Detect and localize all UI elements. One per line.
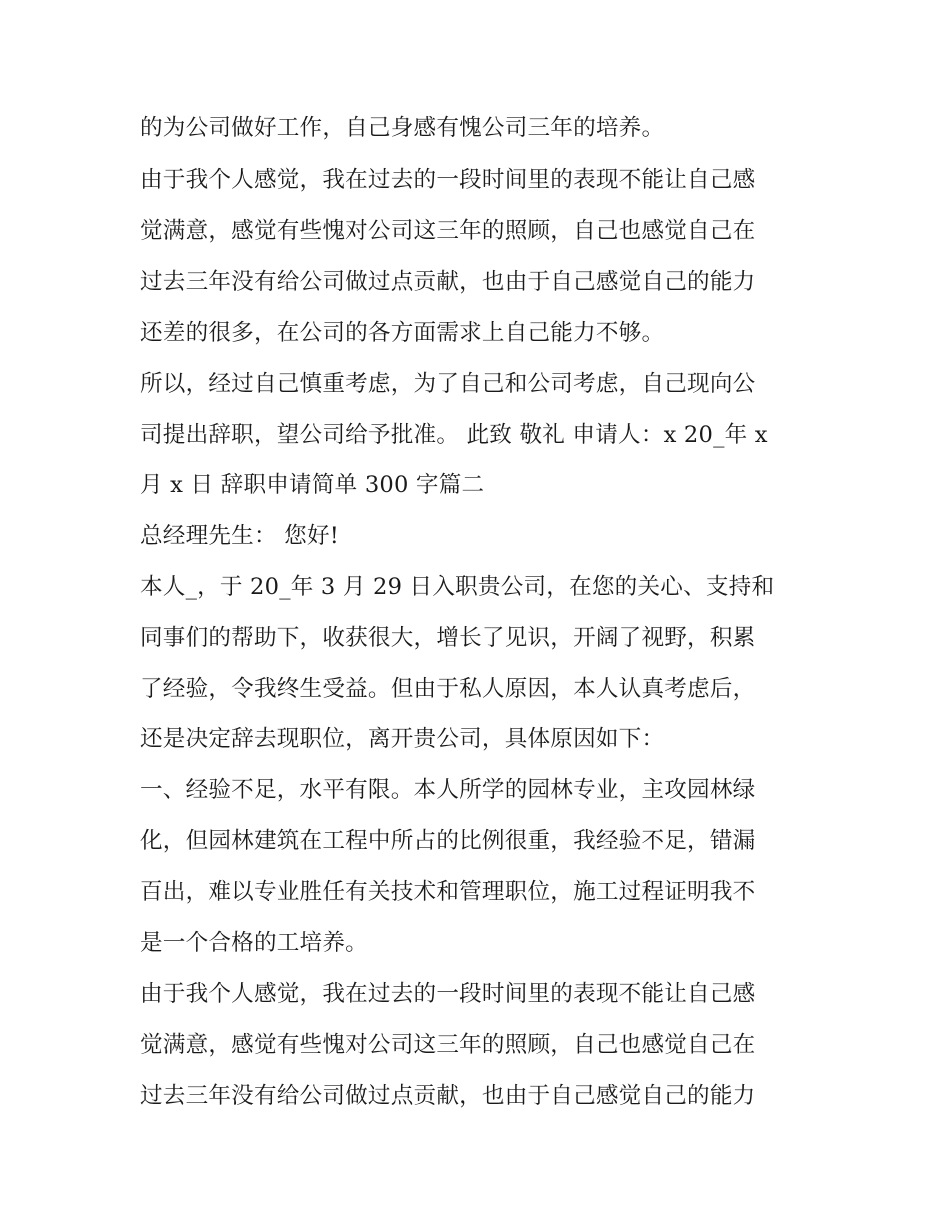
text-line: 总经理先生： 您好! (140, 523, 340, 549)
text-line: 一、经验不足，水平有限。本人所学的园林专业，主攻园林绿 (140, 777, 756, 803)
text-line: 由于我个人感觉，我在过去的一段时间里的表现不能让自己感 (140, 981, 756, 1007)
text-line: 过去三年没有给公司做过点贡献，也由于自己感觉自己的能力 (140, 269, 756, 295)
text-line: 化，但园林建筑在工程中所占的比例很重，我经验不足，错漏 (140, 828, 756, 854)
text-line: 还是决定辞去现职位，离开贵公司，具体原因如下： (140, 726, 665, 752)
text-line: 是一个合格的工培养。 (140, 930, 368, 956)
text-line: 同事们的帮助下，收获很大，增长了见识，开阔了视野，积累 (140, 625, 756, 651)
text-line: 的为公司做好工作，自己身感有愧公司三年的培养。 (140, 115, 665, 141)
text-line: 觉满意，感觉有些愧对公司这三年的照顾，自己也感觉自己在 (140, 1032, 756, 1058)
text-line: 了经验，令我终生受益。但由于私人原因，本人认真考虑后， (140, 676, 756, 702)
text-line: 本人_，于 20_年 3 月 29 日入职贵公司，在您的关心、支持和 (140, 574, 775, 600)
text-line: 过去三年没有给公司做过点贡献，也由于自己感觉自己的能力 (140, 1083, 756, 1109)
text-line: 还差的很多，在公司的各方面需求上自己能力不够。 (140, 320, 665, 346)
text-line: 所以，经过自己慎重考虑，为了自己和公司考虑，自己现向公 (140, 371, 756, 397)
text-line: 觉满意，感觉有些愧对公司这三年的照顾，自己也感觉自己在 (140, 218, 756, 244)
text-line: 司提出辞职，望公司给予批准。 此致 敬礼 申请人：x 20_年 x (140, 422, 768, 448)
text-line: 由于我个人感觉，我在过去的一段时间里的表现不能让自己感 (140, 167, 756, 193)
text-line: 百出，难以专业胜任有关技术和管理职位，施工过程证明我不 (140, 879, 756, 905)
text-line: 月 x 日 辞职申请简单 300 字篇二 (140, 472, 485, 498)
